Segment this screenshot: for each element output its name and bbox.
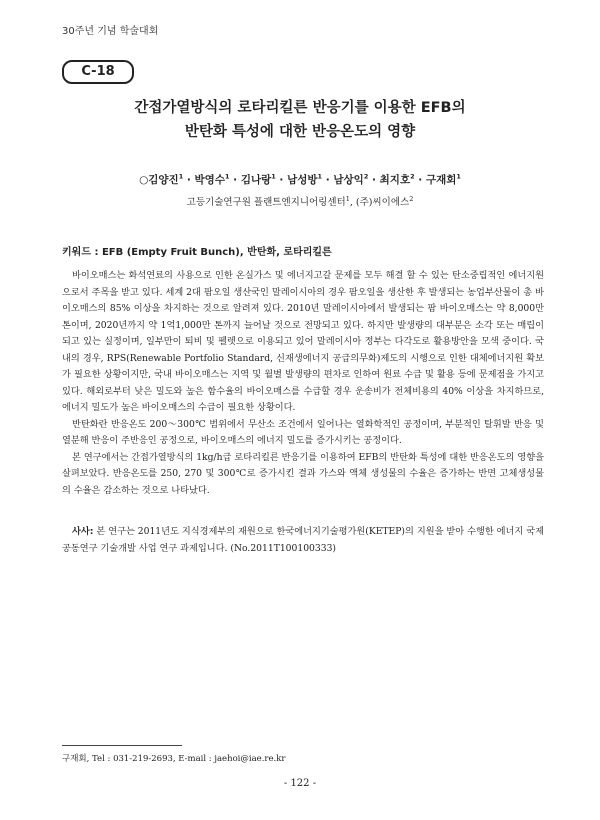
paragraph: 바이오매스는 화석연료의 사용으로 인한 온실가스 및 에너지고갈 문제를 모두 해결 할 수 있는 탄소중립적인 에너지원으로서 주목을 받고 있다. 세계 2대 팜오일 생산국인 말레이시아의 경우 팜오일을 생산한 후 발생되는 농업부산물이 총 바이오매스의 85% 이상을 차지하는 것으로 알려져 있다. 2010년 말레이시아에서 발생되는 팜 바이오매스는 약 8,000만 톤이며, 2020년까지 약 1억1,000만 톤까지 늘어날 것으로 전망되고 있다. 하지만 발생량의 대부분은 소각 또는 매립이 되고 있는 실정이며, 일부만이 퇴비 및 펠렛으로 이용되고 있어 말레이시아 정부는 다각도로 활용방안을 모색 중이다. 국내의 경우, RPS(Renewable Portfolio Standard, 신재생에너지 공급의무화)제도의 시행으로 인한 대체에너지원 확보가 필요한 상황이지만, 국내 바이오매스는 지역 및 월별 발생량의 편차로 인하여 원료 수급 및 활용 등에 문제점을 가지고 있다. 해외로부터 낮은 밀도와 높은 함수율의 바이오매스를 수급할 경우 운송비가 전체비용의 40% 이상을 차지하므로, 에너지 밀도가 높은 바이오매스의 수급이 필요한 상황이다. [62, 270, 544, 413]
author: 김나랑 [240, 174, 272, 186]
affiliation-mark: 2 [409, 194, 414, 203]
paragraph: 본 연구에서는 간접가열방식의 1kg/h급 로타리킬른 반응기를 이용하여 EFB의 반탄화 특성에 대한 반응온도의 영향을 살펴보았다. 반응온도를 250, 270 및 300℃로 증가시킨 결과 가스와 액체 생성물의 수율은 증가하는 반면 고체생성물의 수율은 감소하는 것으로 나타났다. [62, 451, 544, 496]
author: 최지호 [379, 174, 411, 186]
author: 남상익 [333, 174, 364, 186]
affiliation-1: 고등기술연구원 플랜트엔지니어링센터 [186, 197, 346, 208]
footnote-rule [62, 745, 182, 746]
affiliation-2: , (주)씨이에스 [349, 197, 410, 208]
running-header: 30주년 기념 학술대회 [62, 26, 159, 37]
author-affil-mark: 1 [317, 172, 323, 181]
author: 구재회 [425, 174, 457, 186]
author-affil-mark: 1 [178, 172, 184, 181]
acknowledgement-text: 본 연구는 2011년도 지식경제부의 재원으로 한국에너지기술평가원(KETEP)의 지원을 받아 수행한 에너지 국제공동연구 기술개발 사업 연구 과제입니다. (No.2011T100100333) [62, 526, 544, 554]
keywords: 키워드 : EFB (Empty Fruit Bunch), 반탄화, 로타리킬른 [62, 247, 332, 258]
acknowledgement-label: 사사: [72, 526, 94, 537]
author: 박영수 [194, 174, 225, 186]
title-line-1: 간접가열방식의 로타리킬른 반응기를 이용한 EFB의 [134, 100, 466, 116]
affiliation-mark: 1 [345, 194, 350, 203]
footnote: 구재회, Tel : 031-219-2693, E-mail : jaehoi@iae.re.kr [62, 754, 286, 764]
paper-code-badge: C-18 [62, 60, 134, 84]
paragraph: 반탄화란 반응온도 200～300℃ 범위에서 무산소 조건에서 일어나는 열화학적인 공정이며, 부분적인 탈휘발 반응 및 열분해 반응이 주반응인 공정으로, 바이오매스의 에너지 밀도를 증가시키는 공정이다. [62, 418, 544, 446]
page-number: - 122 - [283, 778, 317, 789]
acknowledgement [62, 524, 544, 557]
author-affil-mark: 2 [363, 172, 369, 181]
affiliations [40, 194, 560, 208]
author-affil-mark: 1 [271, 172, 276, 181]
title-line-2: 반탄화 특성에 대한 반응온도의 영향 [184, 124, 416, 140]
author: 남성방 [287, 174, 318, 186]
author: ○김양진 [139, 174, 179, 186]
abstract-body [62, 268, 544, 499]
author-affil-mark: 1 [224, 172, 230, 181]
author-affil-mark: 1 [456, 172, 461, 181]
author-affil-mark: 2 [410, 172, 415, 181]
author-list: ○김양진$^1$ · 박영수$^1$ · 김나랑$^1$ · 남성방$^1$ · 남상익$^2$ · 최지호$^2$ · 구재회$^1$ [139, 172, 461, 186]
